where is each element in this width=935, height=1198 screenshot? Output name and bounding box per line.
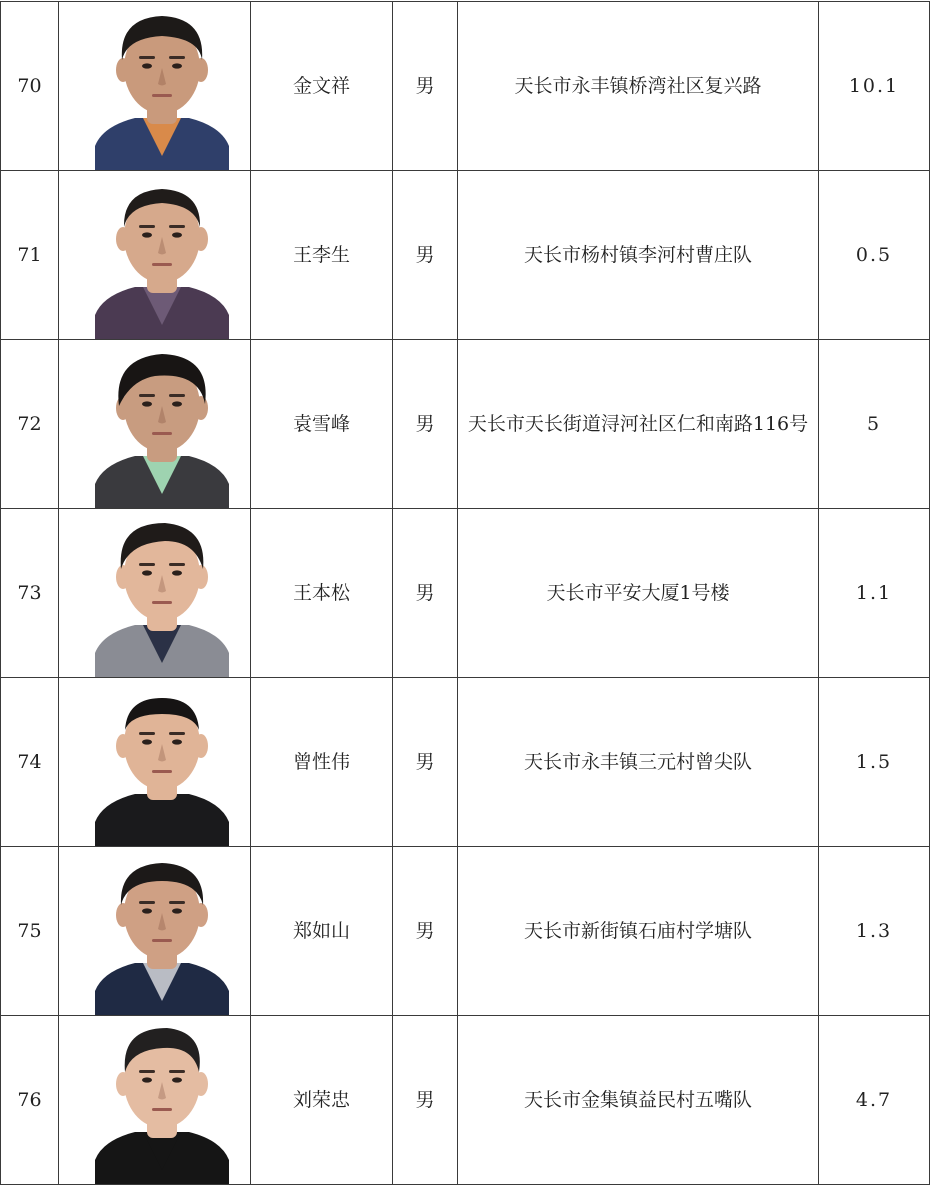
- right-eyebrow: [169, 1070, 185, 1073]
- person-name: 袁雪峰: [251, 340, 393, 509]
- portrait-photo: [95, 177, 229, 339]
- person-name: 王李生: [251, 171, 393, 340]
- right-eyebrow: [169, 225, 185, 228]
- photo-cell: [59, 171, 251, 340]
- row-number: 73: [1, 509, 59, 678]
- mouth: [152, 601, 172, 604]
- amount-value: 0.5: [819, 171, 930, 340]
- portrait-illustration: [95, 346, 229, 508]
- table-row: [1, 1016, 930, 1185]
- photo-cell: [59, 1016, 251, 1185]
- amount-value: 5: [819, 340, 930, 509]
- left-eye: [142, 232, 152, 237]
- portrait-illustration: [95, 684, 229, 846]
- right-eyebrow: [169, 56, 185, 59]
- left-eyebrow: [139, 901, 155, 904]
- person-name: 刘荣忠: [251, 1016, 393, 1185]
- portrait-illustration: [95, 8, 229, 170]
- left-eyebrow: [139, 563, 155, 566]
- left-eyebrow: [139, 394, 155, 397]
- right-eyebrow: [169, 394, 185, 397]
- right-eye: [172, 570, 182, 575]
- row-number: 76: [1, 1016, 59, 1185]
- person-name: 王本松: [251, 509, 393, 678]
- roster-table: [0, 1, 930, 1185]
- left-eyebrow: [139, 225, 155, 228]
- mouth: [152, 94, 172, 97]
- portrait-illustration: [95, 515, 229, 677]
- right-eye: [172, 908, 182, 913]
- person-address: 天长市金集镇益民村五嘴队: [458, 1016, 819, 1185]
- person-address: 天长市平安大厦1号楼: [458, 509, 819, 678]
- photo-cell: [59, 340, 251, 509]
- mouth: [152, 432, 172, 435]
- amount-value: 1.5: [819, 678, 930, 847]
- amount-value: 1.1: [819, 509, 930, 678]
- portrait-photo: [95, 1022, 229, 1184]
- left-eye: [142, 739, 152, 744]
- row-number: 71: [1, 171, 59, 340]
- table-row: [1, 847, 930, 1016]
- row-number: 75: [1, 847, 59, 1016]
- portrait-photo: [95, 853, 229, 1015]
- photo-cell: [59, 2, 251, 171]
- person-address: 天长市永丰镇桥湾社区复兴路: [458, 2, 819, 171]
- amount-value: 10.1: [819, 2, 930, 171]
- person-name: 曾性伟: [251, 678, 393, 847]
- person-address: 天长市永丰镇三元村曾尖队: [458, 678, 819, 847]
- row-number: 70: [1, 2, 59, 171]
- photo-cell: [59, 678, 251, 847]
- right-eye: [172, 63, 182, 68]
- person-sex: 男: [393, 340, 458, 509]
- person-sex: 男: [393, 1016, 458, 1185]
- right-eye: [172, 739, 182, 744]
- table-row: [1, 171, 930, 340]
- left-eye: [142, 401, 152, 406]
- table-row: [1, 509, 930, 678]
- person-name: 金文祥: [251, 2, 393, 171]
- portrait-illustration: [95, 177, 229, 339]
- right-eyebrow: [169, 901, 185, 904]
- person-address: 天长市天长街道浔河社区仁和南路116号: [458, 340, 819, 509]
- row-number: 74: [1, 678, 59, 847]
- person-address: 天长市杨村镇李河村曹庄队: [458, 171, 819, 340]
- left-eye: [142, 63, 152, 68]
- left-eyebrow: [139, 1070, 155, 1073]
- portrait-illustration: [95, 853, 229, 1015]
- person-sex: 男: [393, 509, 458, 678]
- left-eye: [142, 570, 152, 575]
- mouth: [152, 770, 172, 773]
- photo-cell: [59, 509, 251, 678]
- row-number: 72: [1, 340, 59, 509]
- table-row: [1, 2, 930, 171]
- amount-value: 4.7: [819, 1016, 930, 1185]
- mouth: [152, 939, 172, 942]
- right-eye: [172, 1077, 182, 1082]
- left-eyebrow: [139, 56, 155, 59]
- person-sex: 男: [393, 678, 458, 847]
- right-eyebrow: [169, 563, 185, 566]
- left-eyebrow: [139, 732, 155, 735]
- portrait-photo: [95, 8, 229, 170]
- portrait-photo: [95, 515, 229, 677]
- person-sex: 男: [393, 847, 458, 1016]
- mouth: [152, 1108, 172, 1111]
- mouth: [152, 263, 172, 266]
- portrait-photo: [95, 684, 229, 846]
- person-address: 天长市新街镇石庙村学塘队: [458, 847, 819, 1016]
- right-eye: [172, 232, 182, 237]
- portrait-illustration: [95, 1022, 229, 1184]
- right-eye: [172, 401, 182, 406]
- amount-value: 1.3: [819, 847, 930, 1016]
- person-sex: 男: [393, 2, 458, 171]
- person-name: 郑如山: [251, 847, 393, 1016]
- left-eye: [142, 1077, 152, 1082]
- right-eyebrow: [169, 732, 185, 735]
- person-sex: 男: [393, 171, 458, 340]
- portrait-photo: [95, 346, 229, 508]
- table-row: [1, 340, 930, 509]
- table-row: [1, 678, 930, 847]
- roster-body: [1, 2, 930, 1185]
- photo-cell: [59, 847, 251, 1016]
- left-eye: [142, 908, 152, 913]
